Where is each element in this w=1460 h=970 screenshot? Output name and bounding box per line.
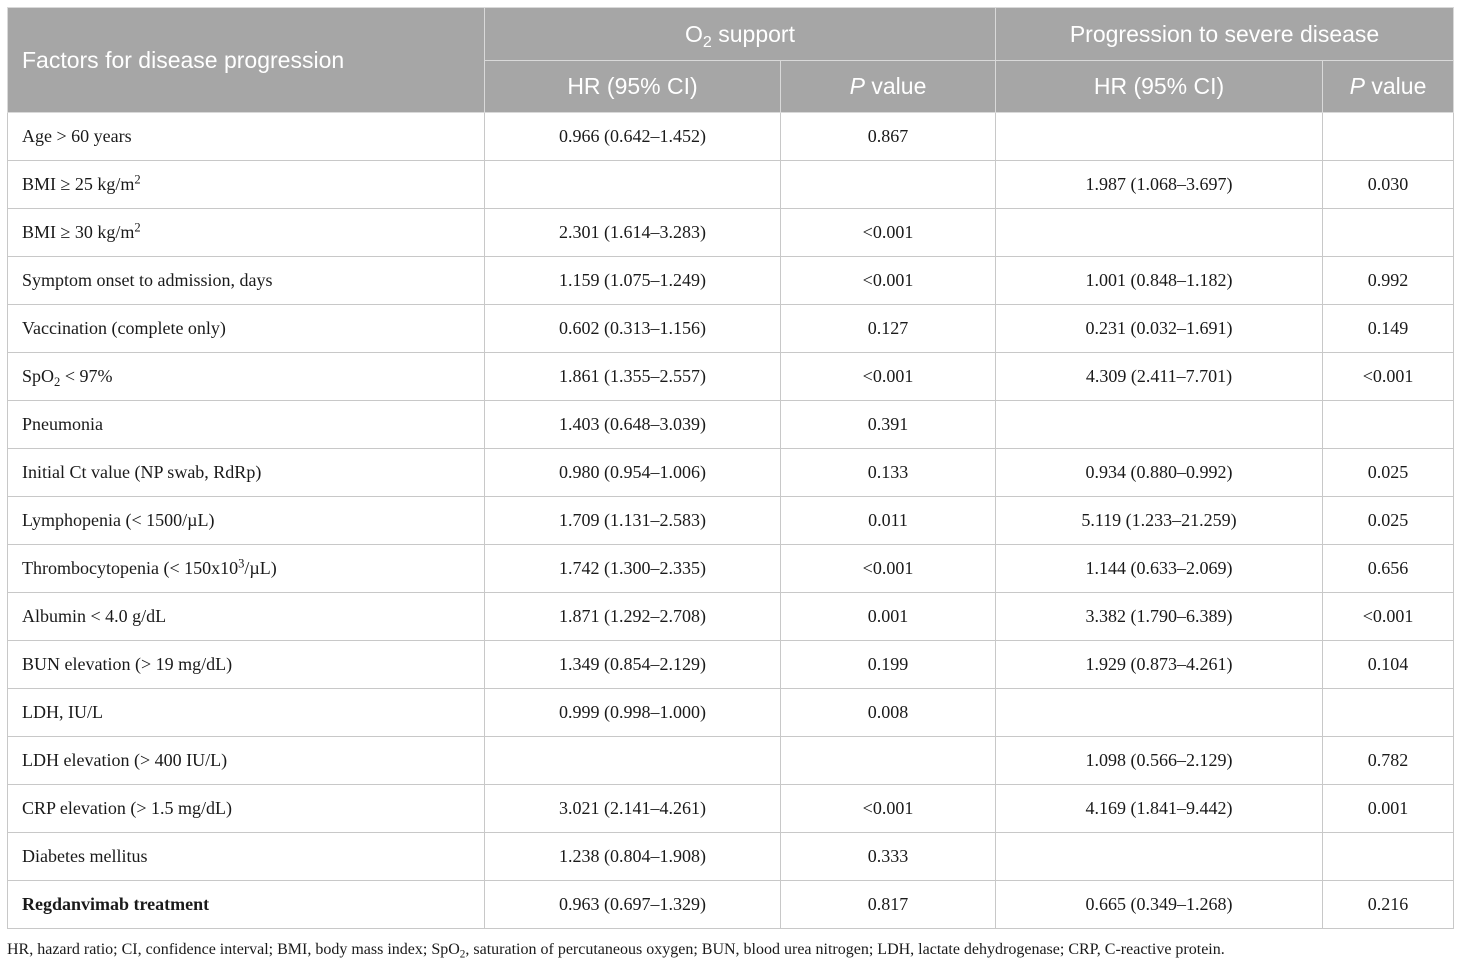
severe-p-cell xyxy=(1323,401,1454,449)
severe-p-cell xyxy=(1323,833,1454,881)
severe-p-cell: 0.782 xyxy=(1323,737,1454,785)
header-o2-support: $O_2$ support xyxy=(485,8,996,61)
severe-hr-cell: 1.098 (0.566–2.129) xyxy=(996,737,1323,785)
o2-p-cell: 0.391 xyxy=(781,401,996,449)
table-row xyxy=(8,689,1454,737)
factor-label: Vaccination (complete only) xyxy=(8,305,485,353)
table-row xyxy=(8,833,1454,881)
header-o2-p: P value xyxy=(781,61,996,113)
severe-p-cell xyxy=(1323,113,1454,161)
o2-hr-cell: 1.159 (1.075–1.249) xyxy=(485,257,781,305)
o2-p-cell: <0.001 xyxy=(781,545,996,593)
severe-p-cell: 0.104 xyxy=(1323,641,1454,689)
o2-p-cell xyxy=(781,737,996,785)
severe-hr-cell: 4.169 (1.841–9.442) xyxy=(996,785,1323,833)
o2-p-cell: <0.001 xyxy=(781,785,996,833)
o2-hr-cell: 0.966 (0.642–1.452) xyxy=(485,113,781,161)
regression-table xyxy=(7,7,1454,929)
severe-p-cell: 0.216 xyxy=(1323,881,1454,929)
factor-label: Lymphopenia (< 1500/µL) xyxy=(8,497,485,545)
table-row xyxy=(8,497,1454,545)
table-row xyxy=(8,161,1454,209)
o2-hr-cell: 1.403 (0.648–3.039) xyxy=(485,401,781,449)
table-row xyxy=(8,401,1454,449)
factor-label: SpO$_2$ < 97% xyxy=(8,353,485,401)
severe-p-cell: 0.992 xyxy=(1323,257,1454,305)
o2-hr-cell: 0.980 (0.954–1.006) xyxy=(485,449,781,497)
severe-p-cell xyxy=(1323,689,1454,737)
severe-hr-cell: 1.144 (0.633–2.069) xyxy=(996,545,1323,593)
header-sev-hr: HR (95% CI) xyxy=(996,61,1323,113)
table-row xyxy=(8,545,1454,593)
factor-label: BMI ≥ 25 $kg/m^2$ xyxy=(8,161,485,209)
o2-hr-cell: 1.861 (1.355–2.557) xyxy=(485,353,781,401)
table-row xyxy=(8,785,1454,833)
table-row xyxy=(8,737,1454,785)
severe-p-cell: 0.001 xyxy=(1323,785,1454,833)
factor-label: Albumin < 4.0 g/dL xyxy=(8,593,485,641)
o2-p-cell: 0.127 xyxy=(781,305,996,353)
header-factors: Factors for disease progression xyxy=(8,8,485,113)
severe-hr-cell: 3.382 (1.790–6.389) xyxy=(996,593,1323,641)
table-row xyxy=(8,209,1454,257)
table-container xyxy=(7,7,1453,929)
table-header xyxy=(8,8,1454,113)
o2-p-cell: 0.333 xyxy=(781,833,996,881)
severe-hr-cell xyxy=(996,209,1323,257)
factor-label: LDH, IU/L xyxy=(8,689,485,737)
o2-hr-cell xyxy=(485,737,781,785)
o2-hr-cell xyxy=(485,161,781,209)
severe-hr-cell: 0.665 (0.349–1.268) xyxy=(996,881,1323,929)
header-o2-hr: HR (95% CI) xyxy=(485,61,781,113)
o2-hr-cell: 0.963 (0.697–1.329) xyxy=(485,881,781,929)
factor-label: Symptom onset to admission, days xyxy=(8,257,485,305)
o2-hr-cell: 1.238 (0.804–1.908) xyxy=(485,833,781,881)
o2-p-cell: 0.001 xyxy=(781,593,996,641)
severe-hr-cell xyxy=(996,401,1323,449)
severe-hr-cell: 1.929 (0.873–4.261) xyxy=(996,641,1323,689)
severe-p-cell xyxy=(1323,209,1454,257)
table-row xyxy=(8,257,1454,305)
factor-label: Diabetes mellitus xyxy=(8,833,485,881)
severe-hr-cell: 1.001 (0.848–1.182) xyxy=(996,257,1323,305)
factor-label: BMI ≥ 30 $kg/m^2$ xyxy=(8,209,485,257)
table-row xyxy=(8,113,1454,161)
o2-hr-cell: 3.021 (2.141–4.261) xyxy=(485,785,781,833)
table-row xyxy=(8,881,1454,929)
o2-hr-cell: 1.349 (0.854–2.129) xyxy=(485,641,781,689)
severe-hr-cell xyxy=(996,833,1323,881)
severe-p-cell: <0.001 xyxy=(1323,593,1454,641)
factor-label: Thrombocytopenia (< $150x10^3/\mu L$) xyxy=(8,545,485,593)
header-sev-p: P value xyxy=(1323,61,1454,113)
severe-hr-cell: 1.987 (1.068–3.697) xyxy=(996,161,1323,209)
table-footnote: HR, hazard ratio; CI, confidence interval; BMI, body mass index; SpO$_2$, saturation of percutaneous oxygen; BUN, blood urea nitrogen; LDH, lactate dehydrogenase; CRP, C-reactive protein. xyxy=(7,941,1225,961)
o2-p-cell: <0.001 xyxy=(781,257,996,305)
table-body xyxy=(8,113,1454,929)
factor-label: CRP elevation (> 1.5 mg/dL) xyxy=(8,785,485,833)
o2-p-cell xyxy=(781,161,996,209)
header-progression: Progression to severe disease xyxy=(996,8,1454,61)
o2-hr-cell: 2.301 (1.614–3.283) xyxy=(485,209,781,257)
o2-hr-cell: 1.871 (1.292–2.708) xyxy=(485,593,781,641)
table-row xyxy=(8,449,1454,497)
severe-hr-cell: 0.934 (0.880–0.992) xyxy=(996,449,1323,497)
severe-p-cell: 0.149 xyxy=(1323,305,1454,353)
severe-p-cell: 0.025 xyxy=(1323,449,1454,497)
factor-label: Regdanvimab treatment xyxy=(8,881,485,929)
severe-hr-cell: 4.309 (2.411–7.701) xyxy=(996,353,1323,401)
o2-p-cell: <0.001 xyxy=(781,209,996,257)
o2-p-cell: 0.867 xyxy=(781,113,996,161)
table-row xyxy=(8,641,1454,689)
o2-p-cell: 0.011 xyxy=(781,497,996,545)
o2-p-cell: 0.199 xyxy=(781,641,996,689)
severe-hr-cell: 0.231 (0.032–1.691) xyxy=(996,305,1323,353)
o2-p-cell: 0.008 xyxy=(781,689,996,737)
factor-label: Initial Ct value (NP swab, RdRp) xyxy=(8,449,485,497)
severe-p-cell: 0.030 xyxy=(1323,161,1454,209)
o2-p-cell: <0.001 xyxy=(781,353,996,401)
o2-hr-cell: 1.709 (1.131–2.583) xyxy=(485,497,781,545)
table-row xyxy=(8,593,1454,641)
factor-label: Age > 60 years xyxy=(8,113,485,161)
factor-label: LDH elevation (> 400 IU/L) xyxy=(8,737,485,785)
o2-p-cell: 0.817 xyxy=(781,881,996,929)
o2-p-cell: 0.133 xyxy=(781,449,996,497)
severe-p-cell: 0.025 xyxy=(1323,497,1454,545)
table-row xyxy=(8,353,1454,401)
severe-hr-cell: 5.119 (1.233–21.259) xyxy=(996,497,1323,545)
factor-label: BUN elevation (> 19 mg/dL) xyxy=(8,641,485,689)
factor-label: Pneumonia xyxy=(8,401,485,449)
o2-hr-cell: 0.602 (0.313–1.156) xyxy=(485,305,781,353)
severe-hr-cell xyxy=(996,113,1323,161)
severe-p-cell: <0.001 xyxy=(1323,353,1454,401)
severe-hr-cell xyxy=(996,689,1323,737)
o2-hr-cell: 1.742 (1.300–2.335) xyxy=(485,545,781,593)
severe-p-cell: 0.656 xyxy=(1323,545,1454,593)
o2-hr-cell: 0.999 (0.998–1.000) xyxy=(485,689,781,737)
table-row xyxy=(8,305,1454,353)
